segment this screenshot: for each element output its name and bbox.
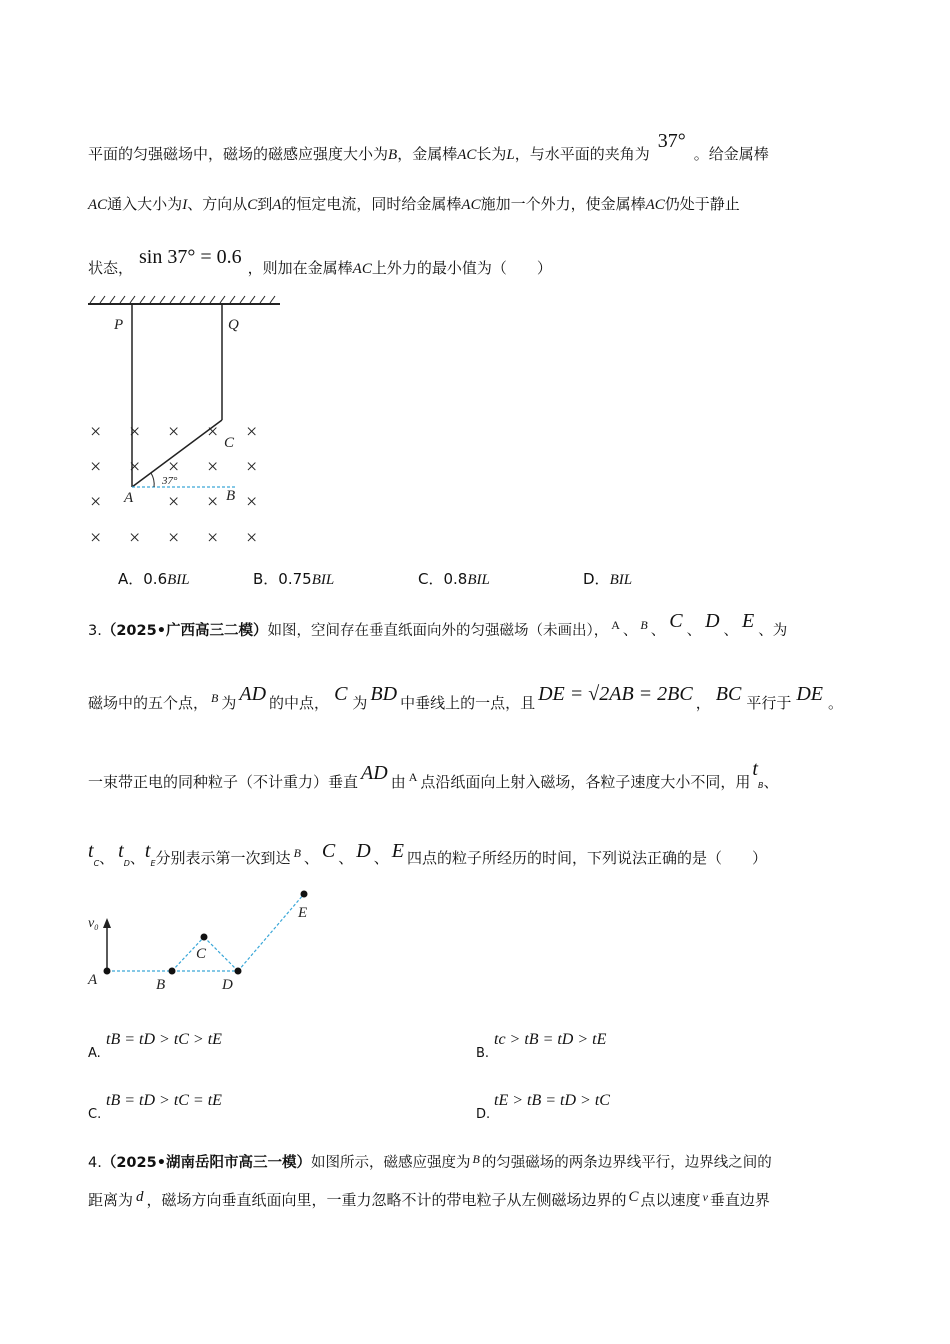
q2-text: 长为 <box>476 145 507 163</box>
cross-mark: × <box>129 421 141 443</box>
ceiling-hatching <box>90 296 275 303</box>
label-B: B <box>156 977 166 993</box>
pt-E: E <box>742 610 755 632</box>
q2-text: 状态， <box>88 259 134 277</box>
q4-line-2 <box>88 1190 770 1211</box>
point-C <box>201 934 208 941</box>
q4-text: 垂直边界 <box>709 1191 770 1209</box>
option-number: 0.8 <box>443 570 468 588</box>
q3-text: 如图，空间存在垂直纸面向外的匀强磁场（未画出）， <box>267 623 609 639</box>
q2-option-B[interactable] <box>253 569 334 590</box>
point-D <box>235 968 242 975</box>
var-A: A <box>272 197 282 213</box>
var-AC: AC <box>88 197 108 213</box>
pt-A: A <box>408 770 418 784</box>
q3-text: 为 <box>352 694 368 712</box>
t-symbol: t <box>144 840 151 862</box>
separator: 、 <box>303 849 319 867</box>
var-L: L <box>506 147 515 163</box>
cross-mark: × <box>90 456 102 478</box>
pt-C: C <box>321 840 336 862</box>
seg-BD: BD <box>370 683 398 705</box>
sin-formula: sin 37° = 0.6 <box>139 246 242 268</box>
q3-figure <box>80 880 330 995</box>
cross-mark: × <box>168 527 180 549</box>
q3-text: 平行于 <box>746 694 792 712</box>
subscript-E: E <box>150 859 156 868</box>
option-var: BIL <box>167 572 190 588</box>
option-letter: A． <box>118 570 144 588</box>
var-AC: AC <box>461 197 481 213</box>
q3-text: 中垂线上的一点，且 <box>400 694 536 712</box>
q2-option-A[interactable] <box>118 569 190 590</box>
question-source: （2025•广西高三二模） <box>101 623 268 639</box>
var-AC: AC <box>457 147 477 163</box>
cross-mark: × <box>246 421 258 443</box>
t-symbol: t <box>88 840 94 862</box>
q2-text: 到 <box>257 195 273 213</box>
separator: 、 <box>686 623 702 639</box>
cross-mark: × <box>129 527 141 549</box>
q3-text: 点沿纸面向上射入磁场，各粒子速度大小不同，用 <box>420 773 751 791</box>
option-var: BIL <box>467 572 490 588</box>
separator: 、 <box>723 623 739 639</box>
q4-text: 的匀强磁场的两条边界线平行，边界线之间的 <box>481 1155 772 1171</box>
pt-B: B <box>293 846 301 860</box>
label-D: D <box>222 977 233 993</box>
cross-mark: × <box>246 456 258 478</box>
q2-text: 通入大小为 <box>107 195 183 213</box>
label-A: A <box>88 972 98 988</box>
option-expression: tB = tD > tC > tE <box>106 1031 222 1048</box>
q2-text: 仍处于静止 <box>664 195 740 213</box>
q3-line-2 <box>88 683 844 714</box>
q3-text: 一束带正电的同种粒子（不计重力）垂直 <box>88 773 359 791</box>
option-var: BIL <box>311 572 335 588</box>
option-number: 0.6 <box>143 570 168 588</box>
q3-text: 四点的粒子所经历的时间，下列说法正确的是（ ） <box>406 849 767 867</box>
option-letter: C． <box>418 570 444 588</box>
angle-arc <box>151 473 154 487</box>
var-B: B <box>388 147 398 163</box>
var-C: C <box>628 1189 639 1205</box>
q3-line-4 <box>88 840 767 874</box>
label-E: E <box>298 905 308 921</box>
de-formula: DE = √2AB = 2BC <box>538 683 693 705</box>
q2-line-1 <box>88 130 769 165</box>
q2-text: ，金属棒 <box>397 145 458 163</box>
cross-mark: × <box>168 491 180 513</box>
cross-mark: × <box>168 456 180 478</box>
option-expression: tc > tB = tD > tE <box>494 1031 607 1048</box>
angle-37: 37° <box>657 130 686 152</box>
cross-mark: × <box>207 527 219 549</box>
q3-line-3 <box>88 758 779 796</box>
t-symbol: t <box>118 840 124 862</box>
separator: 、 <box>99 849 115 867</box>
separator: 、 <box>338 849 354 867</box>
cross-mark: × <box>246 527 258 549</box>
q2-option-C[interactable] <box>418 569 490 590</box>
q4-line-1 <box>88 1153 772 1173</box>
label-C: C <box>196 946 207 962</box>
var-AC: AC <box>352 261 372 277</box>
q2-text: 。给金属棒 <box>693 145 769 163</box>
q3-text: 磁场中的五个点， <box>88 694 209 712</box>
angle-label: 37° <box>162 475 178 487</box>
var-AC: AC <box>645 197 665 213</box>
option-letter: B. <box>476 1046 490 1061</box>
q4-text: 点以速度 <box>640 1191 701 1209</box>
pt-B: B <box>211 691 219 705</box>
label-Q: Q <box>228 317 239 333</box>
pt-D: D <box>356 840 371 862</box>
cross-mark: × <box>168 421 180 443</box>
question-number: 4. <box>88 1155 102 1171</box>
q3-text: 由 <box>390 773 406 791</box>
dashed-DE <box>238 894 304 971</box>
var-d: d <box>136 1189 144 1205</box>
q4-text: ，磁场方向垂直纸面向里，一重力忽略不计的带电粒子从左侧磁场边界的 <box>146 1191 627 1209</box>
pt-E: E <box>391 840 404 862</box>
q4-text: 如图所示，磁感应强度为 <box>310 1155 471 1171</box>
question-source: （2025•湖南岳阳市高三一模） <box>101 1155 311 1171</box>
v-subscript: 0 <box>94 923 99 932</box>
v-symbol: v <box>88 916 95 931</box>
q2-text: ，与水平面的夹角为 <box>514 145 650 163</box>
label-C: C <box>224 435 235 451</box>
arrowhead-icon <box>103 918 111 928</box>
cross-mark: × <box>90 527 102 549</box>
q2-line-3 <box>88 246 552 279</box>
var-I: I <box>182 197 188 213</box>
option-number: 0.75 <box>278 570 312 588</box>
pt-A: A <box>611 618 620 632</box>
q2-text: 施加一个外力，使金属棒 <box>480 195 646 213</box>
var-v: v <box>702 1190 708 1204</box>
q2-text: 的恒定电流，同时给金属棒 <box>281 195 462 213</box>
separator: 、 <box>622 623 638 639</box>
option-letter: B． <box>253 570 279 588</box>
pt-B: B <box>640 618 648 632</box>
seg-AD: AD <box>239 683 267 705</box>
separator: 、 <box>763 773 779 791</box>
q3-text: 的中点， <box>269 694 330 712</box>
point-A <box>104 968 111 975</box>
q3-text: 为 <box>221 694 237 712</box>
cross-mark: × <box>207 421 219 443</box>
q2-figure <box>80 292 280 554</box>
separator: 、 <box>129 849 145 867</box>
separator: 、 <box>758 623 773 639</box>
point-E <box>301 891 308 898</box>
q3-text: ， <box>695 694 711 712</box>
q2-text: 上外力的最小值为（ ） <box>371 259 552 277</box>
seg-DE: DE <box>796 683 823 705</box>
q2-text: ，则加在金属棒 <box>247 259 353 277</box>
q3-line-1 <box>88 610 788 641</box>
option-letter: C. <box>88 1107 102 1122</box>
option-letter: A. <box>88 1046 101 1061</box>
pt-D: D <box>705 610 720 632</box>
pt-C: C <box>669 610 683 632</box>
q3-text: 为 <box>772 623 788 639</box>
cross-mark: × <box>246 491 258 513</box>
q3-text: 分别表示第一次到达 <box>155 849 291 867</box>
cross-mark: × <box>90 421 102 443</box>
seg-AD: AD <box>361 762 388 784</box>
q2-text: 、方向从 <box>187 195 248 213</box>
var-B: B <box>472 1152 480 1166</box>
subscript-C: C <box>93 859 100 868</box>
option-var: BIL <box>609 572 633 588</box>
q2-text: 平面的匀强磁场中，磁场的磁感应强度大小为 <box>88 145 389 163</box>
cross-mark: × <box>129 456 141 478</box>
q4-text: 距离为 <box>88 1191 134 1209</box>
label-A: A <box>124 490 134 506</box>
pt-C: C <box>334 683 348 705</box>
label-B: B <box>226 488 236 504</box>
cross-mark: × <box>207 456 219 478</box>
cross-mark: × <box>207 491 219 513</box>
separator: 、 <box>650 623 666 639</box>
subscript-B: B <box>757 781 764 790</box>
q3-text: 。 <box>828 694 844 712</box>
label-P: P <box>114 317 124 333</box>
subscript-D: D <box>123 859 130 868</box>
seg-BC: BC <box>715 683 742 705</box>
q2-line-2 <box>88 194 740 215</box>
separator: 、 <box>373 849 389 867</box>
cross-mark: × <box>90 491 102 513</box>
q2-option-D[interactable] <box>583 569 632 590</box>
dashed-CD <box>204 937 238 971</box>
var-C: C <box>247 197 258 213</box>
option-letter: D． <box>583 570 610 588</box>
option-expression: tE > tB = tD > tC <box>494 1092 610 1109</box>
label-v0 <box>88 916 98 932</box>
option-expression: tB = tD > tC = tE <box>106 1092 222 1109</box>
point-B <box>169 968 176 975</box>
t-symbol: t <box>752 758 758 780</box>
option-letter: D. <box>476 1107 491 1122</box>
question-number: 3. <box>88 623 102 639</box>
